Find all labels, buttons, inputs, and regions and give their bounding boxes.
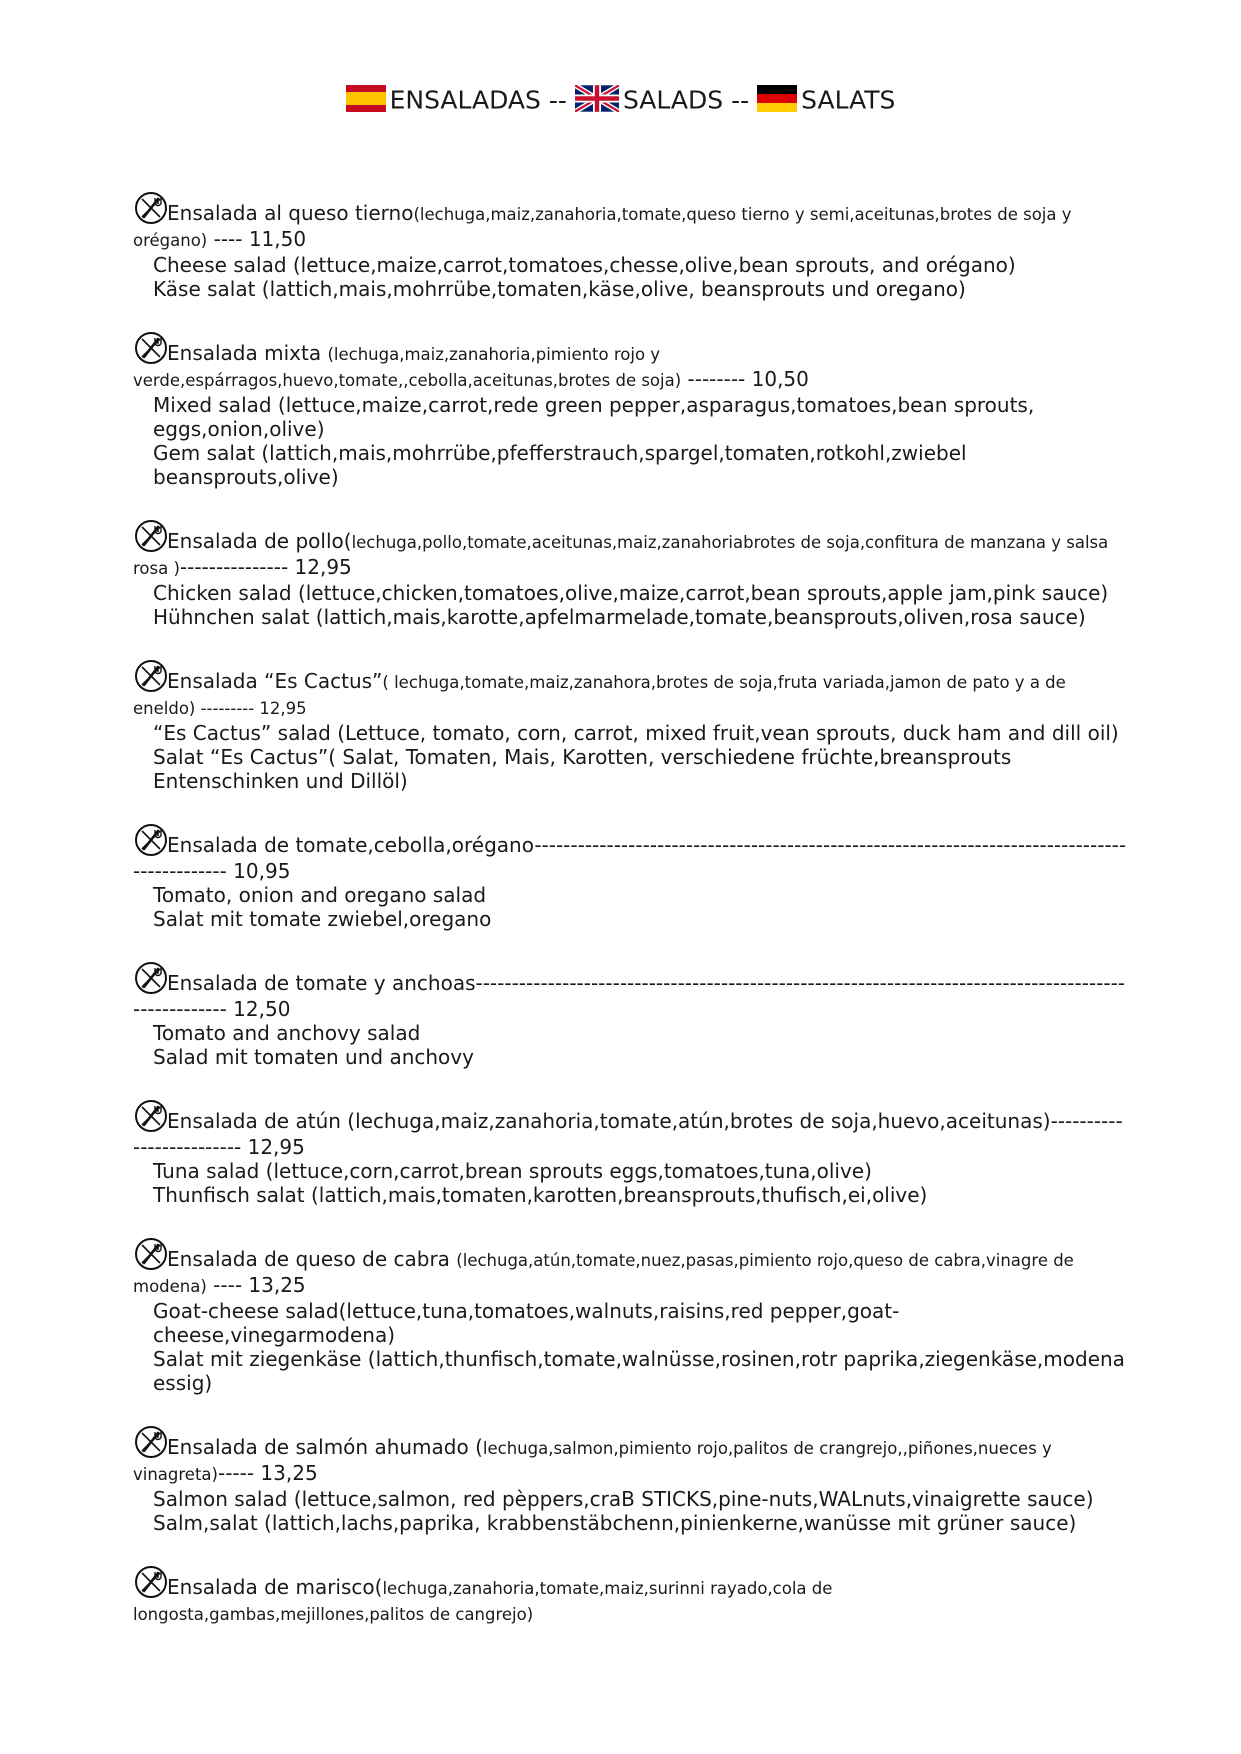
item-price: ----------------------------------------------------------------------------------------------- 10,95: [133, 833, 1127, 883]
menu-item-1: [133, 190, 1128, 301]
no-utensils-icon: [133, 1424, 169, 1460]
item-name: Ensalada “Es Cactus”: [167, 669, 383, 693]
item-ingredients: (lechuga,maiz,zanahoria,tomate,queso tierno y semi,aceitunas,brotes de soja y orégano): [133, 205, 1072, 250]
item-name: Ensalada de pollo(: [167, 529, 352, 553]
item-english: Chicken salad (lettuce,chicken,tomatoes,olive,maize,carrot,bean sprouts,apple jam,pink sauce): [153, 581, 1109, 605]
no-utensils-icon: [133, 330, 169, 366]
item-price: -------- 10,50: [681, 367, 809, 391]
item-english: Salmon salad (lettuce,salmon, red pèppers,craB STICKS,pine-nuts,WALnuts,vinaigrette sauce): [153, 1487, 1094, 1511]
item-title-line: [133, 1564, 1128, 1627]
item-title-line: [133, 658, 1128, 721]
item-name: Ensalada de marisco(: [167, 1575, 383, 1599]
menu-item-9: [133, 1424, 1128, 1535]
item-german: Käse salat (lattich,mais,mohrrübe,tomaten,käse,olive, beansprouts und oregano): [153, 277, 966, 301]
item-ingredients: ( lechuga,tomate,maiz,zanahora,brotes de soja,fruta variada,jamon de pato y a de eneldo) --------- 12,95: [133, 673, 1066, 718]
header-en: SALADS: [622, 85, 724, 115]
item-title-line: [133, 1098, 1128, 1159]
menu-item-10: [133, 1564, 1128, 1627]
no-utensils-icon: [133, 1236, 169, 1272]
salad-list: [133, 190, 1128, 1656]
item-ingredients: lechuga,zanahoria,tomate,maiz,surinni rayado,cola de longosta,gambas,mejillones,palitos de cangrejo): [133, 1579, 833, 1624]
item-german: Salat mit ziegenkäse (lattich,thunfisch,tomate,walnüsse,rosinen,rotr paprika,ziegenkäse,modena essig): [153, 1347, 1125, 1395]
item-title-line: [133, 190, 1128, 253]
item-price: ------------------------- 12,95: [133, 1109, 1123, 1159]
no-utensils-icon: [133, 190, 169, 226]
item-english: Tomato and anchovy salad: [153, 1021, 421, 1045]
item-title-line: [133, 1236, 1128, 1299]
menu-item-7: [133, 1098, 1128, 1207]
menu-item-4: [133, 658, 1128, 793]
item-english: “Es Cactus” salad (Lettuce, tomato, corn, carrot, mixed fruit,vean sprouts, duck ham and dill oil): [153, 721, 1119, 745]
item-title-line: [133, 1424, 1128, 1487]
menu-item-5: [133, 822, 1128, 931]
item-english: Cheese salad (lettuce,maize,carrot,tomatoes,chesse,olive,bean sprouts, and orégano): [153, 253, 1016, 277]
menu-item-6: [133, 960, 1128, 1069]
item-price: ----- 13,25: [217, 1461, 318, 1485]
menu-item-8: [133, 1236, 1128, 1395]
item-price: ------------------------------------------------------------------------------------------------------- 12,50: [133, 971, 1126, 1021]
item-german: Hühnchen salat (lattich,mais,karotte,apfelmarmelade,tomate,beansprouts,oliven,rosa sauce): [153, 605, 1086, 629]
item-german: Salat “Es Cactus”( Salat, Tomaten, Mais, Karotten, verschiedene früchte,breansprouts Entenschinken und Dillöl): [153, 745, 1012, 793]
item-title-line: [133, 330, 1128, 393]
item-german: Salm,salat (lattich,lachs,paprika, krabbenstäbchenn,pinienkerne,wanüsse mit grüner sauce): [153, 1511, 1077, 1535]
item-name: Ensalada de atún (lechuga,maiz,zanahoria,tomate,atún,brotes de soja,huevo,aceitunas): [167, 1109, 1051, 1133]
item-english: Goat-cheese salad(lettuce,tuna,tomatoes,walnuts,raisins,red pepper,goat-cheese,vinegarmodena): [153, 1299, 900, 1347]
header-separator: --: [731, 85, 750, 115]
item-german: Salad mit tomaten und anchovy: [153, 1045, 474, 1069]
spain-flag-icon: [346, 85, 386, 112]
item-ingredients: lechuga,salmon,pimiento rojo,palitos de crangrejo,,piñones,nueces y vinagreta): [133, 1439, 1052, 1484]
uk-flag-icon: [575, 85, 619, 112]
item-german: Gem salat (lattich,mais,mohrrübe,pfefferstrauch,spargel,tomaten,rotkohl,zwiebel beansprouts,olive): [153, 441, 967, 489]
no-utensils-icon: [133, 658, 169, 694]
item-english: Tomato, onion and oregano salad: [153, 883, 487, 907]
item-price: --------------- 12,95: [179, 555, 352, 579]
no-utensils-icon: [133, 1098, 169, 1134]
no-utensils-icon: [133, 518, 169, 554]
item-name: Ensalada al queso tierno: [167, 201, 414, 225]
item-ingredients: (lechuga,maiz,zanahoria,pimiento rojo y verde,espárragos,huevo,tomate,,cebolla,aceitunas,brotes de soja): [133, 345, 682, 390]
no-utensils-icon: [133, 1564, 169, 1600]
item-price: ---- 13,25: [206, 1273, 306, 1297]
no-utensils-icon: [133, 822, 169, 858]
page-header: [0, 84, 1241, 116]
item-english: Tuna salad (lettuce,corn,carrot,brean sprouts eggs,tomatoes,tuna,olive): [153, 1159, 872, 1183]
item-title-line: [133, 518, 1128, 581]
item-name: Ensalada de queso de cabra: [167, 1247, 457, 1271]
item-german: Salat mit tomate zwiebel,oregano: [153, 907, 492, 931]
item-ingredients: (lechuga,atún,tomate,nuez,pasas,pimiento rojo,queso de cabra,vinagre de modena): [133, 1251, 1074, 1296]
germany-flag-icon: [757, 85, 797, 112]
header-es: ENSALADAS: [389, 85, 541, 115]
item-title-line: [133, 960, 1128, 1021]
item-name: Ensalada de tomate y anchoas: [167, 971, 476, 995]
item-name: Ensalada mixta: [167, 341, 328, 365]
header-de: SALATS: [801, 85, 896, 115]
item-german: Thunfisch salat (lattich,mais,tomaten,karotten,breansprouts,thufisch,ei,olive): [153, 1183, 928, 1207]
item-title-line: [133, 822, 1128, 883]
header-separator: --: [548, 85, 567, 115]
menu-item-2: [133, 330, 1128, 489]
item-name: Ensalada de tomate,cebolla,orégano: [167, 833, 535, 857]
item-english: Mixed salad (lettuce,maize,carrot,rede green pepper,asparagus,tomatoes,bean sprouts, eggs,onion,olive): [153, 393, 1035, 441]
menu-item-3: [133, 518, 1128, 629]
no-utensils-icon: [133, 960, 169, 996]
item-ingredients: lechuga,pollo,tomate,aceitunas,maiz,zanahoriabrotes de soja,confitura de manzana y salsa rosa ): [133, 533, 1109, 578]
item-name: Ensalada de salmón ahumado (: [167, 1435, 483, 1459]
item-price: ---- 11,50: [207, 227, 307, 251]
